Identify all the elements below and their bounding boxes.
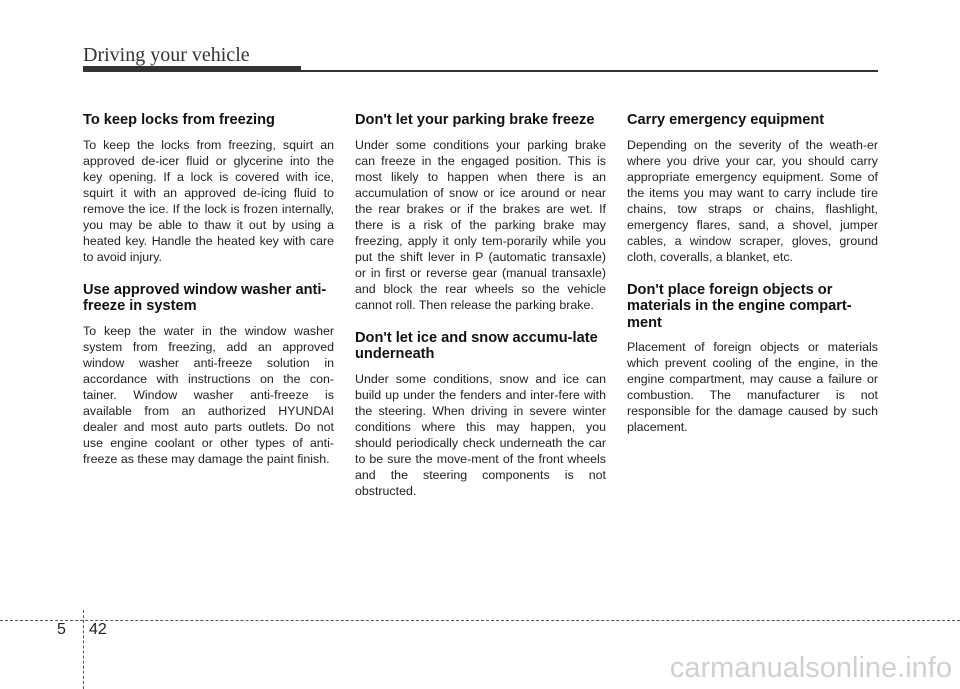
page-header-title: Driving your vehicle xyxy=(83,44,250,66)
section-body-locks: To keep the locks from freezing, squirt an approved de-icer fluid or glycerine into the key opening. If a lock is covered with ice, squirt it with an approved de-icing fluid to remove the ice. If the lock is frozen internally, you may be able to thaw it out by using a heated key. Handle the heated key with care to avoid injury. xyxy=(83,137,334,264)
footer-vertical-divider xyxy=(83,610,84,689)
section-heading-ice-snow: Don't let ice and snow accumu-late underneath xyxy=(355,329,598,362)
section-body-parking-brake: Under some conditions your parking brake can freeze in the engaged position. This is most likely to happen when there is an accumulation of snow or ice around or near the rear brakes or if the brakes are wet. If there is a risk of the parking brake may freezing, apply it only tem-porarily while you put the shift lever in P (automatic transaxle) or in first or reverse gear (manual transaxle) and block the rear wheels so the vehicle cannot roll. Then release the parking brake. xyxy=(355,137,606,312)
page-number: 42 xyxy=(89,621,107,638)
watermark: carmanualsonline.info xyxy=(669,652,952,684)
section-heading-locks: To keep locks from freezing xyxy=(83,112,275,128)
section-heading-parking-brake: Don't let your parking brake freeze xyxy=(355,112,595,128)
section-heading-washer: Use approved window washer anti-freeze in system xyxy=(83,281,327,314)
footer-divider xyxy=(0,620,960,621)
column-2 xyxy=(355,112,606,516)
section-body-ice-snow: Under some conditions, snow and ice can build up under the fenders and inter-fere with the steering. When driving in severe winter conditions where this may happen, you should periodically check underneath the car to be sure the move-ment of the front wheels and the steering components is not obstructed. xyxy=(355,371,606,498)
section-body-foreign-objects: Placement of foreign objects or materials which prevent cooling of the engine, in the engine compartment, may cause a failure or combustion. The manufacturer is not responsible for the damage caused by such placement. xyxy=(627,340,878,434)
chapter-number: 5 xyxy=(57,621,66,638)
column-1 xyxy=(83,112,334,484)
section-heading-emergency: Carry emergency equipment xyxy=(627,112,825,128)
header-rule-thick xyxy=(83,66,301,72)
section-body-washer: To keep the water in the window washer system from freezing, add an approved window washer anti-freeze solution in accordance with instructions on the con-tainer. Window washer anti-freeze is available from an authorized HYUNDAI dealer and most auto parts outlets. Do not use engine coolant or other types of anti-freeze as these may damage the paint finish. xyxy=(83,323,334,466)
header-rule-thin xyxy=(301,70,878,72)
section-heading-foreign-objects: Don't place foreign objects or materials in the engine compart-ment xyxy=(627,281,852,331)
column-3 xyxy=(627,112,878,452)
section-body-emergency: Depending on the severity of the weath-er where you drive your car, you should carry appropriate emergency equipment. Some of the items you may want to carry include tire chains, tow straps or chains, flashlight, emergency flares, sand, a shovel, jumper cables, a window scraper, gloves, ground cloth, coveralls, a blanket, etc. xyxy=(627,137,878,264)
